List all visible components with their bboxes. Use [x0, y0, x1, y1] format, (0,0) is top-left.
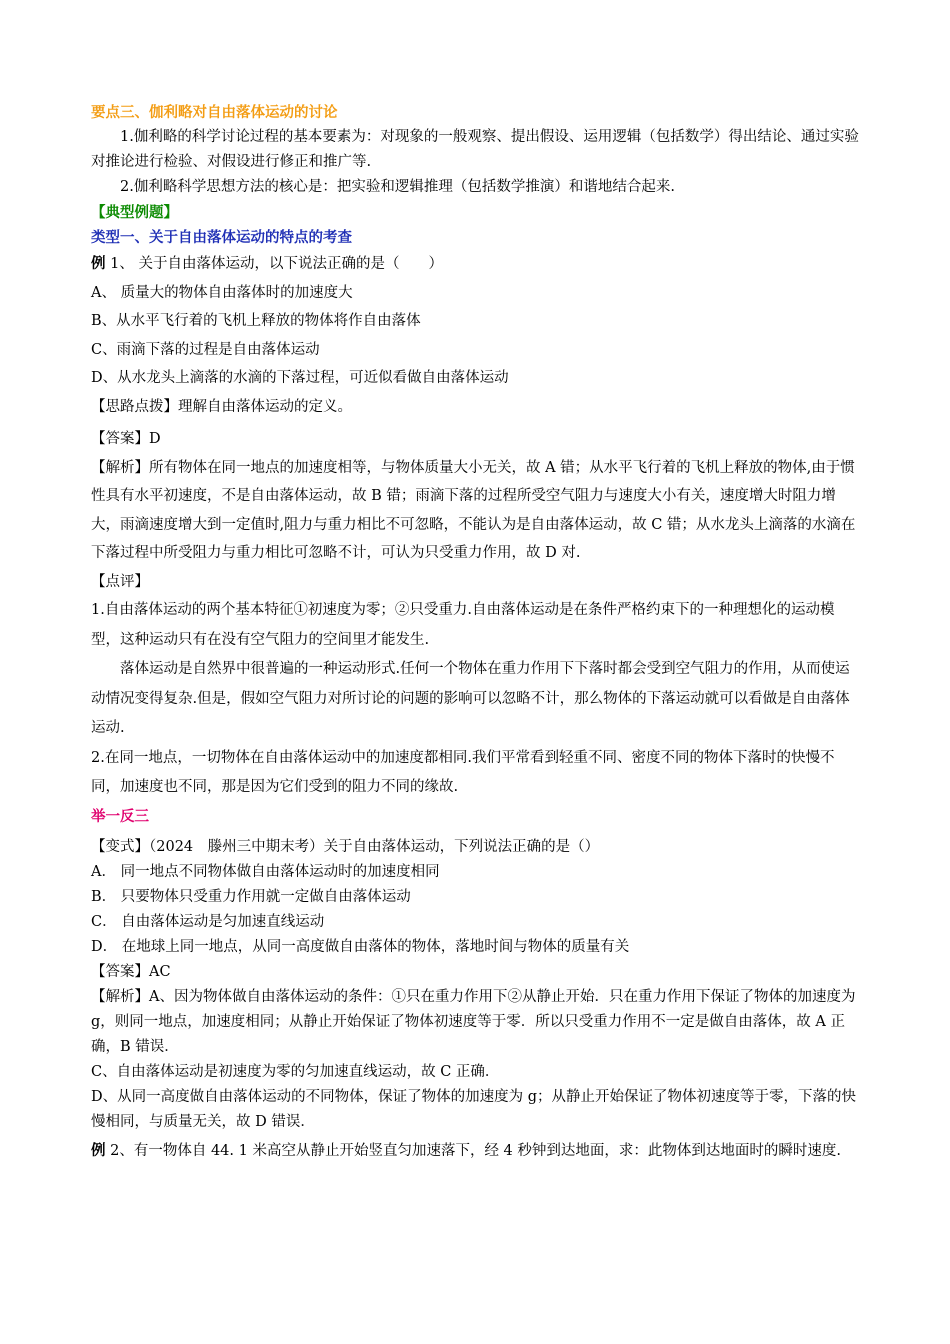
variant-analysis-1: 【解析】A、因为物体做自由落体运动的条件：①只在重力作用下②从静止开始．只在重力作用下保证了物体的加速度为 g，则同一地点，加速度相同；从静止开始保证了物体初速度等于零．所以只受重力作用不一定是做自由落体，故 A 正确，B 错误．	[91, 989, 856, 1055]
variant-option-b: B． 只要物体只受重力作用就一定做自由落体运动	[91, 889, 411, 905]
example-label: 例	[91, 1142, 106, 1159]
option-b: B、从水平飞行着的飞机上释放的物体将作自由落体	[91, 313, 421, 329]
option-d: D、从水龙头上滴落的水滴的下落过程，可近似看做自由落体运动	[91, 370, 509, 386]
answer: 【答案】D	[91, 431, 161, 447]
variant-analysis-3: D、从同一高度做自由落体运动的不同物体，保证了物体的加速度为 g；从静止开始保证了物体初速度等于零，下落的快慢相同，与质量无关，故 D 错误．	[91, 1089, 857, 1130]
analysis: 【解析】所有物体在同一地点的加速度相等，与物体质量大小无关，故 A 错；从水平飞行着的飞机上释放的物体,由于惯性具有水平初速度，不是自由落体运动，故 B 错；雨滴下落的过程所受空气阻力与速度大小有关，速度增大时阻力增大，雨滴速度增大到一定值时,阻力与重力相比不可忽略，不能认为是自由落体运动，故 C 错；从水龙头上滴落的水滴在下落过程中所受阻力与重力相比可忽略不计，可认为只受重力作用，故 D 对.	[91, 459, 856, 561]
example-1-text: 1、 关于自由落体运动，以下说法正确的是（ ）	[105, 256, 443, 272]
variant-question: 【变式】（2024 滕州三中期末考）关于自由落体运动，下列说法正确的是（）	[91, 839, 600, 855]
type-heading: 类型一、关于自由落体运动的特点的考查	[91, 229, 352, 246]
example-label: 例	[91, 255, 106, 272]
comment-2: 落体运动是自然界中很普遍的一种运动形式.任何一个物体在重力作用下下落时都会受到空气阻力的作用，从而使运动情况变得复杂.但是，假如空气阻力对所讨论的问题的影响可以忽略不计，那么物体的下落运动就可以看做是自由落体运动.	[91, 661, 850, 736]
hint: 【思路点拨】理解自由落体运动的定义。	[91, 398, 352, 415]
comment-3: 2.在同一地点，一切物体在自由落体运动中的加速度都相同.我们平常看到轻重不同、密度不同的物体下落时的快慢不同，加速度也不同，那是因为它们受到的阻力不同的缘故.	[91, 749, 835, 795]
practice-heading: 举一反三	[91, 807, 149, 825]
section-paragraph-1: 1.伽利略的科学讨论过程的基本要素为：对现象的一般观察、提出假设、运用逻辑（包括数学）得出结论、通过实验对推论进行检验、对假设进行修正和推广等.	[91, 129, 859, 170]
variant-option-a: A． 同一地点不同物体做自由落体运动时的加速度相同	[91, 864, 440, 880]
variant-option-c: C． 自由落体运动是匀加速直线运动	[91, 914, 325, 930]
document-page	[91, 100, 861, 1167]
examples-heading: 【典型例题】	[91, 204, 178, 221]
variant-analysis-2: C、自由落体运动是初速度为零的匀加速直线运动，故 C 正确．	[91, 1064, 500, 1080]
comment-1: 1.自由落体运动的两个基本特征①初速度为零；②只受重力.自由落体运动是在条件严格约束下的一种理想化的运动模型，这种运动只有在没有空气阻力的空间里才能发生.	[91, 602, 835, 648]
section-paragraph-2: 2.伽利略科学思想方法的核心是：把实验和逻辑推理（包括数学推演）和谐地结合起来.	[120, 179, 675, 195]
option-c: C、雨滴下落的过程是自由落体运动	[91, 341, 320, 358]
option-a: A、 质量大的物体自由落体时的加速度大	[91, 284, 353, 301]
variant-answer: 【答案】AC	[91, 964, 171, 980]
example-2-question	[91, 1135, 861, 1167]
variant-option-d: D． 在地球上同一地点，从同一高度做自由落体的物体，落地时间与物体的质量有关	[91, 939, 630, 955]
example-2-text: 2、有一物体自 44. 1 米高空从静止开始竖直匀加速落下，经 4 秒钟到达地面，求：此物体到达地面时的瞬时速度.	[105, 1143, 841, 1159]
example-1-question	[91, 250, 861, 279]
comment-heading: 【点评】	[91, 573, 149, 590]
section-title: 要点三、伽利略对自由落体运动的讨论	[91, 104, 338, 121]
